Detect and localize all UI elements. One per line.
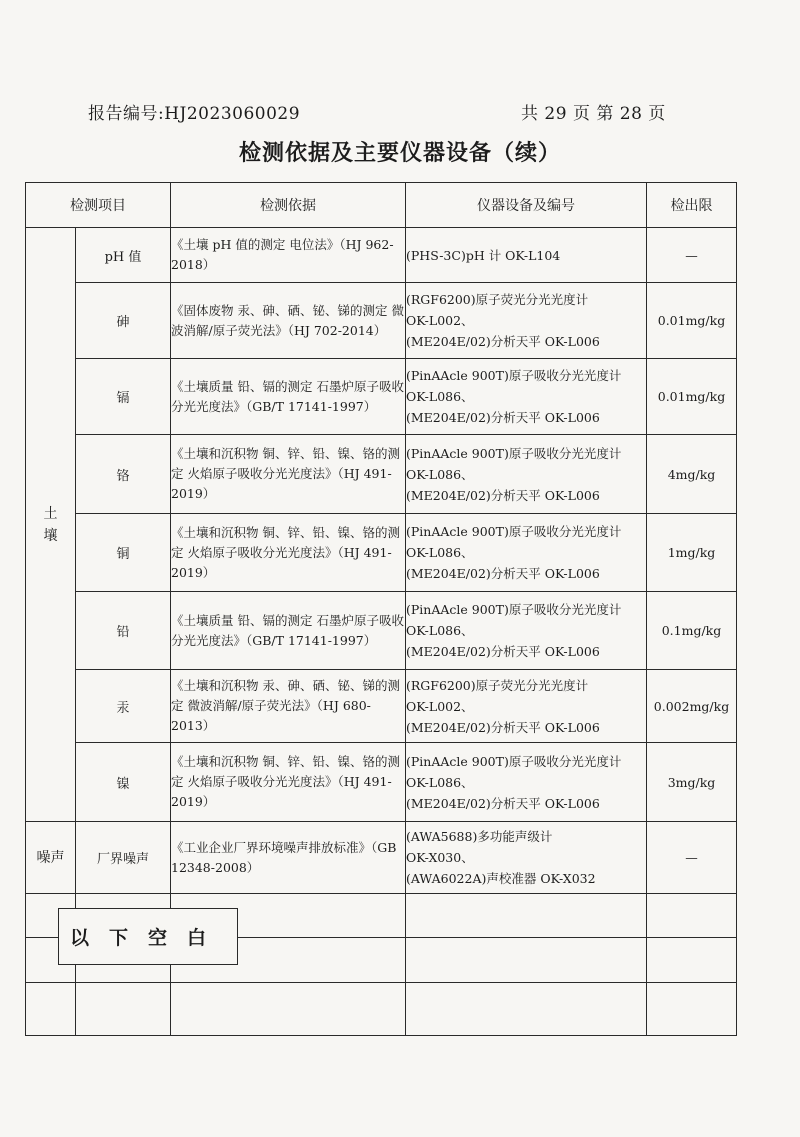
basis-cell: 《土壤和沉积物 铜、锌、铅、镍、铬的测定 火焰原子吸收分光光度法》（HJ 491-2019） — [171, 435, 406, 514]
table-row — [26, 359, 737, 435]
limit-cell: 3mg/kg — [647, 743, 737, 822]
equipment-cell: (PHS-3C)pH 计 OK-L104 — [406, 228, 647, 283]
column-header-item: 检测项目 — [26, 183, 171, 228]
table-row — [26, 592, 737, 670]
basis-cell: 《土壤 pH 值的测定 电位法》（HJ 962-2018） — [171, 228, 406, 283]
limit-cell: 0.01mg/kg — [647, 283, 737, 359]
item-cell: 汞 — [76, 670, 171, 743]
table-header-row — [26, 183, 737, 228]
limit-cell: — — [647, 822, 737, 894]
column-header-limit: 检出限 — [647, 183, 737, 228]
limit-cell: 0.1mg/kg — [647, 592, 737, 670]
column-header-basis: 检测依据 — [171, 183, 406, 228]
item-cell: 镉 — [76, 359, 171, 435]
equipment-cell: (RGF6200)原子荧光分光光度计 OK-L002、 (ME204E/02)分析天平 OK-L006 — [406, 670, 647, 743]
item-cell: 厂界噪声 — [76, 822, 171, 894]
page-count: 共 29 页 第 28 页 — [521, 104, 666, 124]
table-row — [26, 670, 737, 743]
basis-cell: 《土壤和沉积物 汞、砷、硒、铋、锑的测定 微波消解/原子荧光法》（HJ 680-2013） — [171, 670, 406, 743]
blank-below-stamp: 以下空白 — [58, 908, 238, 965]
equipment-cell: (RGF6200)原子荧光分光光度计 OK-L002、 (ME204E/02)分析天平 OK-L006 — [406, 283, 647, 359]
item-cell: pH 值 — [76, 228, 171, 283]
page-title: 检测依据及主要仪器设备（续） — [238, 140, 561, 166]
item-cell: 铜 — [76, 514, 171, 592]
equipment-cell: (AWA5688)多功能声级计 OK-X030、 (AWA6022A)声校准器 OK-X032 — [406, 822, 647, 894]
limit-cell: 0.002mg/kg — [647, 670, 737, 743]
table-row — [26, 228, 737, 283]
table-row — [26, 514, 737, 592]
item-cell: 铅 — [76, 592, 171, 670]
basis-cell: 《土壤和沉积物 铜、锌、铅、镍、铬的测定 火焰原子吸收分光光度法》（HJ 491-2019） — [171, 743, 406, 822]
basis-cell: 《固体废物 汞、砷、硒、铋、锑的测定 微波消解/原子荧光法》（HJ 702-2014） — [171, 283, 406, 359]
equipment-cell: (PinAAcle 900T)原子吸收分光光度计 OK-L086、 (ME204E/02)分析天平 OK-L006 — [406, 435, 647, 514]
limit-cell: 1mg/kg — [647, 514, 737, 592]
table-row — [26, 743, 737, 822]
item-cell: 铬 — [76, 435, 171, 514]
limit-cell: 4mg/kg — [647, 435, 737, 514]
limit-cell: — — [647, 228, 737, 283]
basis-cell: 《工业企业厂界环境噪声排放标准》（GB 12348-2008） — [171, 822, 406, 894]
basis-cell: 《土壤质量 铅、镉的测定 石墨炉原子吸收分光光度法》（GB/T 17141-1997） — [171, 359, 406, 435]
basis-cell: 《土壤质量 铅、镉的测定 石墨炉原子吸收分光光度法》（GB/T 17141-1997） — [171, 592, 406, 670]
table-row — [26, 822, 737, 894]
equipment-cell: (PinAAcle 900T)原子吸收分光光度计 OK-L086、 (ME204E/02)分析天平 OK-L006 — [406, 592, 647, 670]
item-cell: 镍 — [76, 743, 171, 822]
table-row — [26, 435, 737, 514]
equipment-cell: (PinAAcle 900T)原子吸收分光光度计 OK-L086、 (ME204E/02)分析天平 OK-L006 — [406, 514, 647, 592]
equipment-cell: (PinAAcle 900T)原子吸收分光光度计 OK-L086、 (ME204E/02)分析天平 OK-L006 — [406, 743, 647, 822]
category-noise: 噪声 — [26, 822, 76, 894]
item-cell: 砷 — [76, 283, 171, 359]
basis-cell: 《土壤和沉积物 铜、锌、铅、镍、铬的测定 火焰原子吸收分光光度法》（HJ 491-2019） — [171, 514, 406, 592]
category-soil: 土 壤 — [26, 228, 76, 822]
table-row — [26, 283, 737, 359]
limit-cell: 0.01mg/kg — [647, 359, 737, 435]
empty-row — [26, 983, 737, 1036]
report-number: 报告编号:HJ2023060029 — [88, 104, 301, 124]
equipment-cell: (PinAAcle 900T)原子吸收分光光度计 OK-L086、 (ME204E/02)分析天平 OK-L006 — [406, 359, 647, 435]
column-header-equipment: 仪器设备及编号 — [406, 183, 647, 228]
